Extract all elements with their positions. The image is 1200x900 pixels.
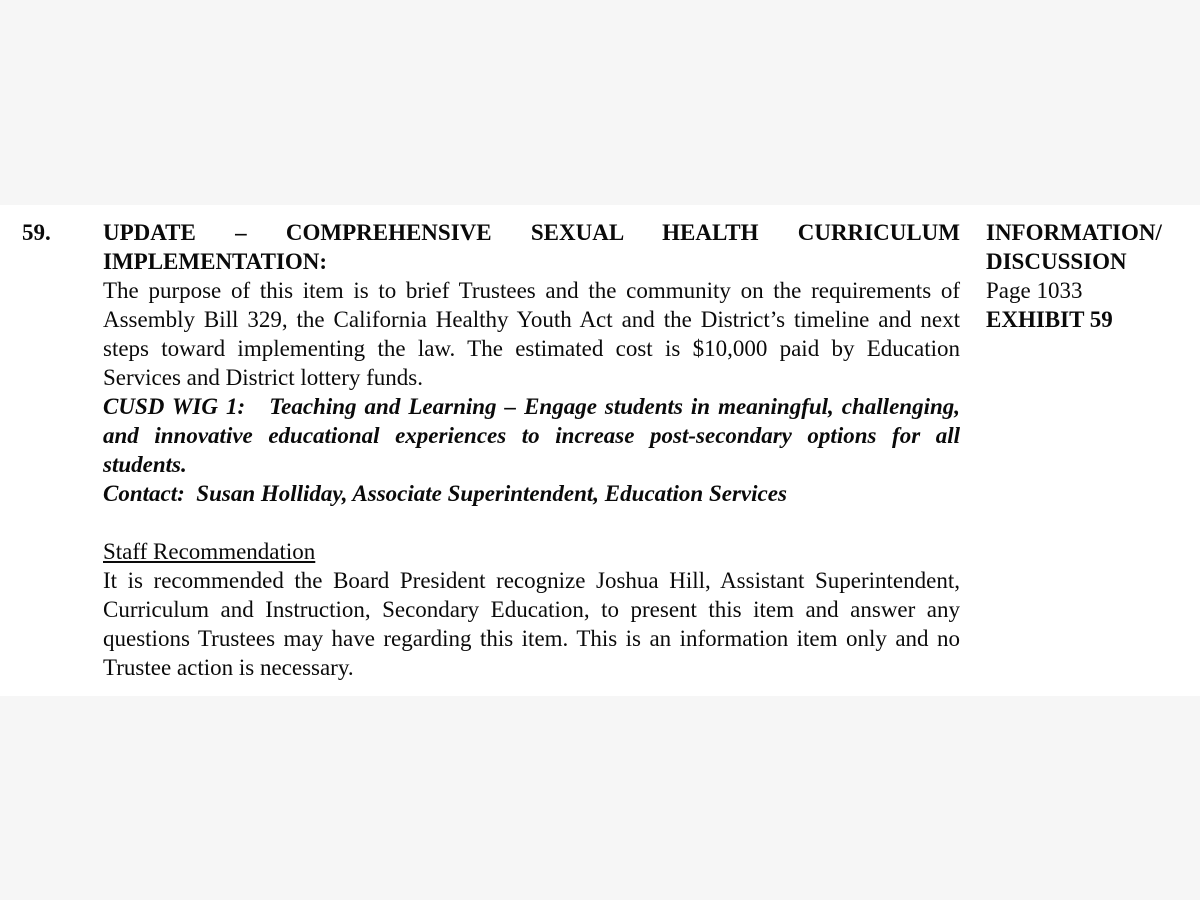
item-sidebar bbox=[986, 218, 1186, 334]
item-type-line1: INFORMATION/ bbox=[986, 220, 1162, 245]
contact-text: Susan Holliday, Associate Superintendent, Education Services bbox=[196, 481, 787, 506]
item-title-line1 bbox=[103, 218, 960, 247]
contact-label: Contact: bbox=[103, 481, 185, 506]
title-word: SEXUAL bbox=[530, 220, 623, 245]
title-word: UPDATE bbox=[103, 220, 196, 245]
title-word: COMPREHENSIVE bbox=[285, 220, 492, 245]
wig-text: Teaching and Learning – Engage students in meaningful, challenging, and innovative educational experiences to increase post-secondary options for all students. bbox=[103, 394, 961, 477]
item-number: 59. bbox=[22, 220, 51, 245]
staff-recommendation-heading: Staff Recommendation bbox=[103, 539, 316, 564]
wig-goal bbox=[103, 392, 960, 479]
page-reference: Page 1033 bbox=[986, 278, 1083, 303]
staff-recommendation-text: It is recommended the Board President recognize Joshua Hill, Assistant Superintendent, Curriculum and Instruction, Secondary Education, to present this item and answer any questions Trustees may have regarding this item. This is an information item only and no Trustee action is necessary. bbox=[103, 568, 960, 680]
title-word: CURRICULUM bbox=[797, 220, 960, 245]
exhibit-label: EXHIBIT 59 bbox=[986, 307, 1113, 332]
title-word: – bbox=[235, 220, 247, 245]
item-body bbox=[103, 218, 960, 682]
item-title-line2: IMPLEMENTATION: bbox=[103, 249, 328, 274]
item-type-line2: DISCUSSION bbox=[986, 249, 1127, 274]
title-word: HEALTH bbox=[662, 220, 759, 245]
item-purpose: The purpose of this item is to brief Trustees and the community on the requirements of Assembly Bill 329, the California Healthy Youth Act and the District’s timeline and next steps toward implementing the law. The estimated cost is $10,000 paid by Education Services and District lottery funds. bbox=[103, 278, 960, 390]
contact-line bbox=[103, 479, 960, 508]
spacer bbox=[103, 508, 960, 537]
wig-label: CUSD WIG 1: bbox=[103, 394, 246, 419]
